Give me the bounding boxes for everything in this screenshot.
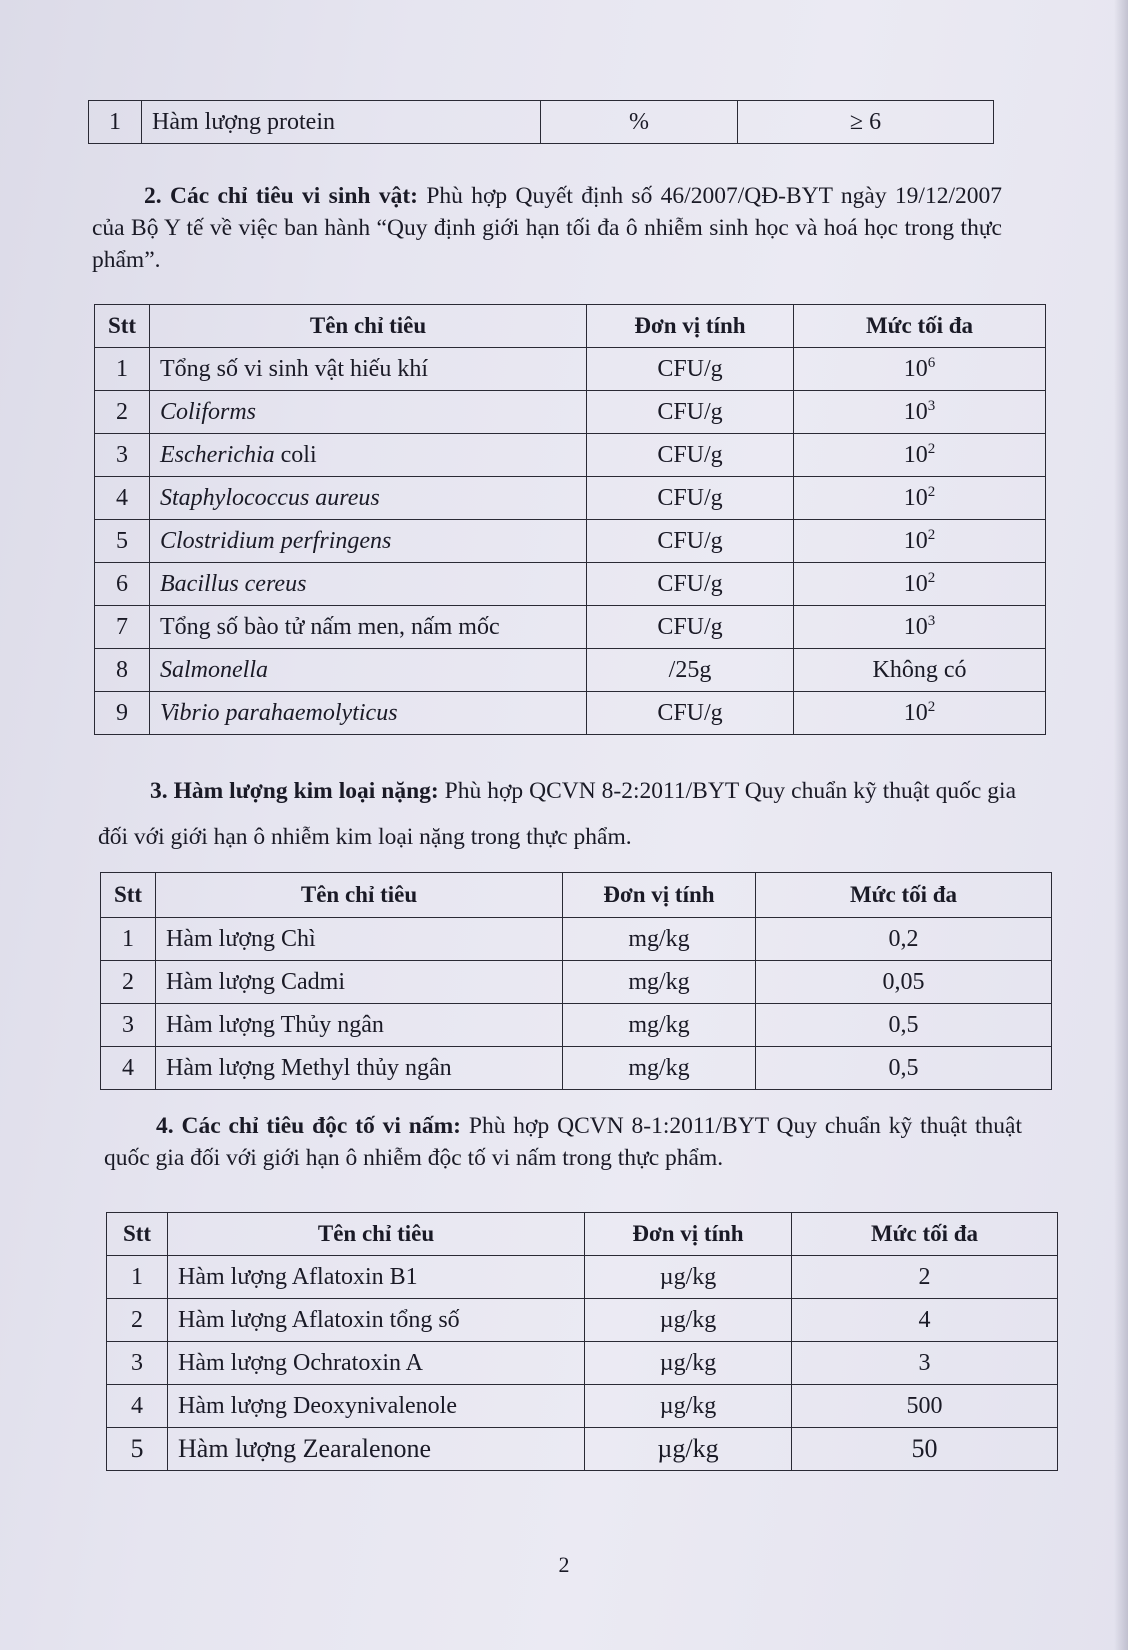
table-header-row — [95, 305, 1046, 348]
stt-cell: 3 — [101, 1004, 156, 1047]
name-cell — [150, 563, 587, 606]
header-max: Mức tối đa — [794, 305, 1046, 348]
name-italic: Escherichia — [160, 441, 275, 468]
stt-cell: 8 — [95, 649, 150, 692]
table-row — [107, 1342, 1058, 1385]
stt-cell: 4 — [95, 477, 150, 520]
section-4-paragraph — [104, 1110, 1022, 1174]
table-row — [107, 1385, 1058, 1428]
max-base: 10 — [903, 700, 928, 726]
max-cell — [794, 434, 1046, 477]
stt-cell: 1 — [107, 1256, 168, 1299]
name-cell: Tổng số vi sinh vật hiếu khí — [150, 348, 587, 391]
max-cell — [794, 348, 1046, 391]
name-italic: Salmonella — [160, 656, 268, 683]
stt-cell: 1 — [101, 918, 156, 961]
table-row — [107, 1299, 1058, 1342]
name-cell: Hàm lượng Ochratoxin A — [168, 1342, 585, 1385]
max-exponent: 2 — [927, 484, 936, 500]
max-cell: 2 — [792, 1256, 1058, 1299]
section-3-paragraph — [98, 768, 1016, 860]
stt-cell: 2 — [101, 961, 156, 1004]
header-stt: Stt — [95, 305, 150, 348]
unit-cell: µg/kg — [585, 1256, 792, 1299]
max-cell: 0,05 — [756, 961, 1052, 1004]
max-exponent: 6 — [927, 355, 936, 371]
table-row — [95, 434, 1046, 477]
heavy-metals-table — [100, 872, 1052, 1090]
max-cell: 4 — [792, 1299, 1058, 1342]
max-exponent: 3 — [927, 398, 936, 414]
unit-cell: mg/kg — [563, 1004, 756, 1047]
max-cell — [794, 692, 1046, 735]
name-cell: Hàm lượng Chì — [156, 918, 563, 961]
stt-cell: 6 — [95, 563, 150, 606]
max-cell: 0,2 — [756, 918, 1052, 961]
max-base: 10 — [903, 614, 928, 640]
table-row — [95, 520, 1046, 563]
table-row — [101, 961, 1052, 1004]
unit-cell: mg/kg — [563, 961, 756, 1004]
section-2-text: Phù hợp Quyết định số 46/2007/QĐ-BYT ngày 19/12/2007 của Bộ Y tế về việc ban hành “Quy định giới hạn tối đa ô nhiễm sinh học và hoá học trong thực phẩm”. — [92, 183, 1002, 273]
name-cell: Hàm lượng Deoxynivalenole — [168, 1385, 585, 1428]
name-cell — [150, 434, 587, 477]
max-cell — [794, 520, 1046, 563]
name-cell: Hàm lượng Aflatoxin tổng số — [168, 1299, 585, 1342]
name-cell: Hàm lượng Zearalenone — [168, 1428, 585, 1471]
mycotoxins-table — [106, 1212, 1058, 1471]
max-cell: 3 — [792, 1342, 1058, 1385]
table-row — [101, 1004, 1052, 1047]
section-2-paragraph — [92, 180, 1002, 276]
name-cell: Tổng số bào tử nấm men, nấm mốc — [150, 606, 587, 649]
table-row — [95, 606, 1046, 649]
section-3-text: Phù hợp QCVN 8-2:2011/BYT Quy chuẩn kỹ thuật quốc gia đối với giới hạn ô nhiễm kim loại nặng trong thực phẩm. — [98, 778, 1016, 850]
microbiology-table — [94, 304, 1046, 735]
header-stt: Stt — [101, 873, 156, 918]
header-unit: Đơn vị tính — [585, 1213, 792, 1256]
max-base: 10 — [903, 485, 928, 511]
max-base: 10 — [903, 528, 928, 554]
name-cell: Hàm lượng Thủy ngân — [156, 1004, 563, 1047]
max-cell: 0,5 — [756, 1004, 1052, 1047]
max-base: 10 — [903, 399, 928, 425]
max-cell — [794, 477, 1046, 520]
unit-cell: CFU/g — [587, 477, 794, 520]
table-row — [95, 563, 1046, 606]
name-italic: Vibrio parahaemolyticus — [160, 699, 398, 726]
stt-cell: 1 — [95, 348, 150, 391]
max-cell: Không có — [794, 649, 1046, 692]
unit-cell: µg/kg — [585, 1342, 792, 1385]
stt-cell: 2 — [107, 1299, 168, 1342]
unit-cell: mg/kg — [563, 1047, 756, 1090]
table-row — [89, 101, 994, 144]
stt-cell: 5 — [107, 1428, 168, 1471]
max-base: 10 — [903, 442, 928, 468]
section-3-heading: 3. Hàm lượng kim loại nặng: — [150, 778, 439, 804]
table-row — [95, 692, 1046, 735]
red-seal-stamp — [1090, 495, 1128, 695]
stt-cell: 3 — [95, 434, 150, 477]
max-base: 10 — [903, 356, 928, 382]
header-name: Tên chỉ tiêu — [156, 873, 563, 918]
name-cell: Hàm lượng protein — [142, 101, 541, 144]
table-row — [95, 391, 1046, 434]
header-stt: Stt — [107, 1213, 168, 1256]
max-exponent: 2 — [927, 527, 936, 543]
table-row — [101, 918, 1052, 961]
name-cell — [150, 692, 587, 735]
max-exponent: 2 — [927, 570, 936, 586]
unit-cell: µg/kg — [585, 1385, 792, 1428]
unit-cell: CFU/g — [587, 606, 794, 649]
table-row — [101, 1047, 1052, 1090]
unit-cell: CFU/g — [587, 563, 794, 606]
stt-cell: 9 — [95, 692, 150, 735]
unit-cell: CFU/g — [587, 434, 794, 477]
table-row — [107, 1256, 1058, 1299]
stt-cell: 1 — [89, 101, 142, 144]
name-italic: Clostridium perfringens — [160, 527, 392, 554]
max-exponent: 2 — [927, 699, 936, 715]
unit-cell: CFU/g — [587, 348, 794, 391]
table-row — [95, 477, 1046, 520]
max-cell — [794, 391, 1046, 434]
stt-cell: 4 — [101, 1047, 156, 1090]
unit-cell: CFU/g — [587, 692, 794, 735]
max-cell — [794, 606, 1046, 649]
section-2-heading: 2. Các chỉ tiêu vi sinh vật: — [144, 183, 418, 209]
unit-cell: mg/kg — [563, 918, 756, 961]
table-row — [107, 1428, 1058, 1471]
header-max: Mức tối đa — [792, 1213, 1058, 1256]
unit-cell: % — [541, 101, 738, 144]
page-edge-shadow — [1114, 0, 1128, 1650]
stt-cell: 2 — [95, 391, 150, 434]
protein-table — [88, 100, 994, 144]
unit-cell: CFU/g — [587, 391, 794, 434]
table-header-row — [101, 873, 1052, 918]
name-italic: Coliforms — [160, 398, 257, 425]
max-cell: 500 — [792, 1385, 1058, 1428]
max-cell — [794, 563, 1046, 606]
unit-cell: CFU/g — [587, 520, 794, 563]
max-cell: 50 — [792, 1428, 1058, 1471]
max-exponent: 3 — [927, 613, 936, 629]
stt-cell: 3 — [107, 1342, 168, 1385]
name-cell — [150, 477, 587, 520]
name-italic: Bacillus cereus — [160, 570, 307, 597]
table-row — [95, 348, 1046, 391]
section-4-heading: 4. Các chỉ tiêu độc tố vi nấm: — [156, 1113, 462, 1139]
name-cell: Hàm lượng Cadmi — [156, 961, 563, 1004]
name-cell — [150, 649, 587, 692]
name-cell — [150, 391, 587, 434]
table-row — [95, 649, 1046, 692]
unit-cell: µg/kg — [585, 1428, 792, 1471]
name-cell: Hàm lượng Methyl thủy ngân — [156, 1047, 563, 1090]
max-cell: ≥ 6 — [738, 101, 994, 144]
max-exponent: 2 — [927, 441, 936, 457]
unit-cell: /25g — [587, 649, 794, 692]
stt-cell: 5 — [95, 520, 150, 563]
stt-cell: 7 — [95, 606, 150, 649]
unit-cell: µg/kg — [585, 1299, 792, 1342]
header-name: Tên chỉ tiêu — [150, 305, 587, 348]
name-cell: Hàm lượng Aflatoxin B1 — [168, 1256, 585, 1299]
header-unit: Đơn vị tính — [563, 873, 756, 918]
header-max: Mức tối đa — [756, 873, 1052, 918]
section-4-text: Phù hợp QCVN 8-1:2011/BYT Quy chuẩn kỹ thuật thuật quốc gia đối với giới hạn ô nhiễm độc tố vi nấm trong thực phẩm. — [104, 1113, 1022, 1171]
stt-cell: 4 — [107, 1385, 168, 1428]
header-unit: Đơn vị tính — [587, 305, 794, 348]
header-name: Tên chỉ tiêu — [168, 1213, 585, 1256]
table-header-row — [107, 1213, 1058, 1256]
name-italic: Staphylococcus aureus — [160, 484, 380, 511]
page-number: 2 — [558, 1552, 570, 1577]
max-cell: 0,5 — [756, 1047, 1052, 1090]
name-rest: coli — [274, 441, 317, 468]
name-cell — [150, 520, 587, 563]
max-base: 10 — [903, 571, 928, 597]
